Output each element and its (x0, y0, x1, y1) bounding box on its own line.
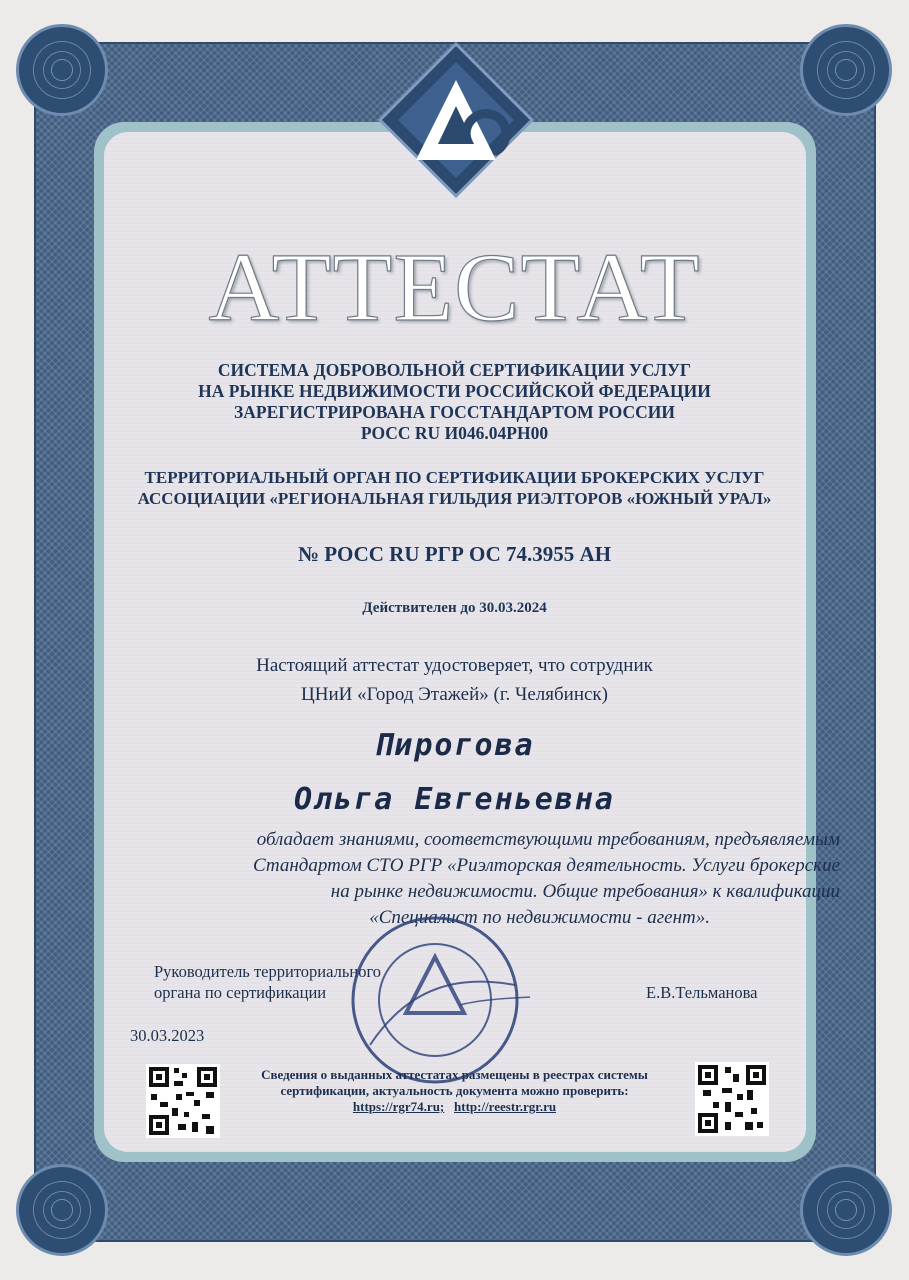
certificate-title: АТТЕСТАТ (208, 234, 701, 342)
valid-until: Действителен до 30.03.2024 (362, 600, 547, 616)
authority-header-line: АССОЦИАЦИИ «РЕГИОНАЛЬНАЯ ГИЛЬДИЯ РИЭЛТОРОВ «ЮЖНЫЙ УРАЛ» (137, 489, 772, 508)
qualification-line: «Специалист по недвижимости - агент». (369, 907, 710, 928)
statement-line: ЦНиИ «Город Этажей» (г. Челябинск) (301, 684, 608, 705)
qualification-line: на рынке недвижимости. Общие требования» к квалификации (330, 881, 840, 902)
registration-number: № РОСС RU РГР ОС 74.3955 АН (297, 542, 612, 566)
statement (0, 651, 909, 709)
issue-date: 30.03.2023 (130, 1026, 205, 1045)
qualification-line: Стандартом СТО РГР «Риэлторская деятельность. Услуги брокерские (252, 855, 840, 876)
holder-given-names: Ольга Евгеньевна (294, 782, 615, 817)
holder-surname: Пирогова (374, 728, 535, 763)
system-header-line: СИСТЕМА ДОБРОВОЛЬНОЙ СЕРТИФИКАЦИИ УСЛУГ (217, 360, 692, 380)
signer-role-line: органа по сертификации (154, 983, 327, 1002)
registry-links (0, 1099, 909, 1115)
signer-name: Е.В.Тельманова (646, 983, 758, 1002)
statement-line: Настоящий аттестат удостоверяет, что сотрудник (256, 655, 653, 676)
authority-header-line: ТЕРРИТОРИАЛЬНЫЙ ОРГАН ПО СЕРТИФИКАЦИИ БРОКЕРСКИХ УСЛУГ (144, 468, 765, 487)
system-header (0, 360, 909, 444)
rgr74-link[interactable]: https://rgr74.ru; (352, 1099, 445, 1114)
system-header-line: НА РЫНКЕ НЕДВИЖИМОСТИ РОССИЙСКОЙ ФЕДЕРАЦИИ (198, 381, 711, 401)
corner-rosette-icon (16, 24, 108, 116)
registry-info-line: сертификации, актуальность документа можно проверить: (280, 1083, 629, 1098)
system-header-line: ЗАРЕГИСТРИРОВАНА ГОССТАНДАРТОМ РОССИИ (234, 402, 675, 422)
signer-role-line: Руководитель территориального (154, 962, 382, 981)
corner-rosette-icon (16, 1164, 108, 1256)
system-header-line: РОСС RU И046.04РН00 (360, 423, 549, 443)
association-logo-icon (376, 40, 536, 200)
qualification-line: обладает знаниями, соответствующими требованиям, предъявляемым (256, 829, 840, 850)
authority-header (0, 467, 909, 509)
corner-rosette-icon (800, 1164, 892, 1256)
registry-info (0, 1067, 909, 1115)
corner-rosette-icon (800, 24, 892, 116)
registry-info-line: Сведения о выданных аттестатах размещены в реестрах системы (261, 1067, 648, 1082)
reestr-link[interactable]: http://reestr.rgr.ru (454, 1099, 557, 1114)
